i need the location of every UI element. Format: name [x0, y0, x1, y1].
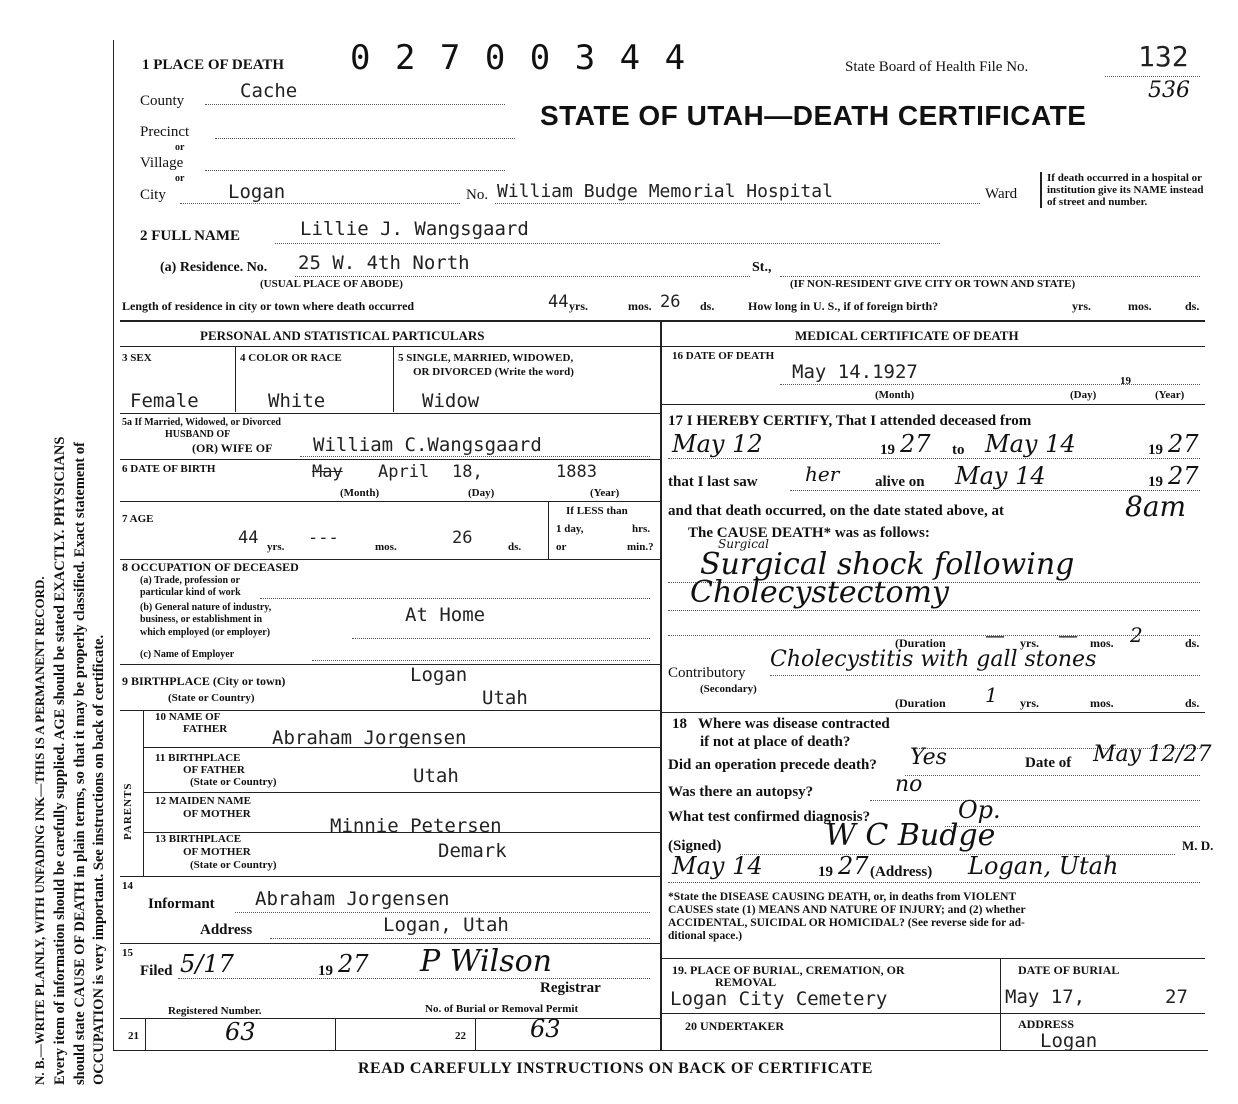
duration-mos: —	[1058, 623, 1078, 647]
autopsy-label: Was there an autopsy?	[668, 784, 814, 800]
last-saw-who: her	[805, 462, 840, 486]
duration2-mos-label: mos.	[1090, 696, 1114, 710]
contracted-label-1: 18 Where was disease contracted	[672, 716, 890, 732]
or-1: or	[175, 142, 185, 153]
item15: 15	[122, 947, 133, 959]
length-mos-label: mos.	[628, 299, 652, 313]
city-value: Logan	[228, 181, 286, 203]
parents-label: PARENTS	[122, 782, 134, 840]
dod-day-label: (Day)	[1070, 389, 1097, 401]
death-time: 8am	[1125, 490, 1187, 523]
contributory-label: Contributory	[668, 665, 746, 681]
footer-text: READ CAREFULLY INSTRUCTIONS ON BACK OF CERTIFICATE	[358, 1060, 873, 1077]
file-no-line	[1105, 76, 1200, 77]
burial-top-line	[660, 958, 1205, 959]
father-label-2: FATHER	[183, 723, 228, 735]
contributory-value: Cholecystitis with gall stones	[770, 647, 1097, 672]
burial-place-label-1: 19. PLACE OF BURIAL, CREMATION, OR	[672, 963, 905, 977]
parents-divider	[143, 710, 144, 876]
nonresident-label: (IF NON-RESIDENT GIVE CITY OR TOWN AND STATE)	[790, 278, 1076, 290]
dod-19: 19	[1120, 375, 1131, 387]
residence-value: 25 W. 4th North	[298, 252, 470, 274]
medical-heading: MEDICAL CERTIFICATE OF DEATH	[795, 328, 1019, 343]
marital-label-2: OR DIVORCED (Write the word)	[413, 366, 574, 378]
physician-address: Logan, Utah	[968, 852, 1119, 880]
permit-left	[475, 1018, 476, 1050]
registrar-signature: P Wilson	[420, 944, 552, 979]
dob-day: 18,	[452, 462, 483, 482]
md-label: M. D.	[1182, 838, 1214, 853]
regno-left	[145, 1018, 146, 1050]
village-line	[205, 170, 505, 171]
duration-label: (Duration	[895, 636, 946, 650]
place-of-death-label: 1 PLACE OF DEATH	[142, 57, 285, 73]
st-line	[780, 276, 1200, 277]
fbirth-line	[143, 792, 660, 793]
fbirth-label-1: 11 BIRTHPLACE	[155, 752, 241, 764]
alive-on-label: alive on	[875, 474, 925, 490]
informant-address-line	[270, 938, 650, 939]
spouse-label-2: HUSBAND OF	[165, 429, 231, 440]
footnote-1: *State the DISEASE CAUSING DEATH, or, in deaths from VIOLENT	[668, 891, 1017, 903]
burial-year-value: 27	[1165, 986, 1188, 1008]
dod-value: May 14.1927	[792, 361, 918, 383]
footnote-4: ditional space.)	[668, 930, 743, 942]
item22: 22	[455, 1030, 466, 1042]
full-name-value: Lillie J. Wangsgaard	[300, 218, 529, 240]
hospital-note: If death occurred in a hospital or institution give its NAME instead of street and number.	[1040, 172, 1209, 208]
one-day-label: 1 day,	[556, 523, 584, 535]
filed-year: 27	[338, 950, 369, 978]
length-yrs: 44	[548, 292, 569, 312]
city-label: City	[140, 187, 166, 203]
color-label: 4 COLOR OR RACE	[240, 352, 342, 364]
mother-label-1: 12 MAIDEN NAME	[155, 795, 251, 807]
hospital-value: William Budge Memorial Hospital	[497, 181, 833, 202]
center-divider	[660, 320, 662, 1050]
color-divider	[393, 346, 394, 412]
footnote-2: CAUSES state (1) MEANS AND NATURE OF INJURY; and (2) whether	[668, 904, 1026, 916]
precinct-label: Precinct	[140, 124, 190, 140]
alive-year: 27	[1168, 462, 1199, 490]
physician-signature: W C Budge	[825, 818, 996, 853]
occ-c-line	[312, 660, 650, 661]
occ-c: (c) Name of Employer	[140, 649, 235, 660]
duration-ds: 2	[1130, 623, 1143, 647]
occ-a-line	[260, 598, 650, 599]
cause-line-2: Cholecystectomy	[690, 575, 949, 610]
occ-b3: which employed (or employer)	[140, 627, 271, 638]
contributory-bottom-line	[660, 712, 1205, 713]
op-date-value: May 12/27	[1093, 742, 1212, 767]
dod-year-label: (Year)	[1155, 389, 1185, 401]
occ-a2: particular kind of work	[140, 587, 241, 598]
to-year: 27	[1168, 430, 1199, 458]
dod-label: 16 DATE OF DEATH	[672, 350, 775, 362]
dod-bottom-line	[660, 404, 1205, 405]
personal-heading-line	[120, 346, 660, 347]
from-year: 27	[900, 430, 931, 458]
fbirth-label-2: OF FATHER	[183, 764, 245, 776]
mbirth-label-2: OF MOTHER	[183, 846, 251, 858]
death-occurred-text: and that death occurred, on the date stated above, at	[668, 503, 1004, 519]
filed-year-prefix: 19	[318, 963, 333, 979]
file-no-label: State Board of Health File No.	[845, 59, 1029, 75]
father-value: Abraham Jorgensen	[272, 727, 467, 749]
mbirth-label-3: (State or Country)	[190, 859, 277, 871]
last-saw-label: that I last saw	[668, 474, 758, 490]
reg-no-value: 63	[225, 1018, 256, 1046]
row3-line	[120, 413, 660, 414]
occ-a1: (a) Trade, profession or	[140, 575, 240, 586]
attended-line	[668, 458, 1200, 459]
undertaker-top-line	[660, 1013, 1205, 1014]
operation-value: Yes	[910, 745, 947, 770]
residence-line	[295, 276, 750, 277]
secondary-label: (Secondary)	[700, 683, 757, 695]
fbirth-label-3: (State or Country)	[190, 776, 277, 788]
to-19: 19	[1148, 442, 1163, 458]
foreign-ds-label: ds.	[1185, 299, 1200, 313]
foreign-mos-label: mos.	[1128, 299, 1152, 313]
row8-line	[120, 664, 660, 665]
father-label-1: 10 NAME OF	[155, 711, 221, 723]
age-label: 7 AGE	[122, 513, 154, 525]
dob-label: 6 DATE OF BIRTH	[122, 463, 216, 475]
age-divider	[548, 501, 549, 559]
dod-month-label: (Month)	[875, 389, 915, 401]
length-yrs-label: yrs.	[569, 299, 588, 313]
row5a-line	[120, 459, 660, 460]
informant-address-label: Address	[200, 922, 253, 938]
section-top-line	[120, 320, 1205, 322]
side-note-3: should state CAUSE OF DEATH in plain terms, so that it may be properly classified. Exact statement of	[72, 442, 88, 1085]
burial-place-label-2: REMOVAL	[715, 975, 777, 989]
operation-label: Did an operation precede death?	[668, 757, 877, 773]
mbirth-label-1: 13 BIRTHPLACE	[155, 833, 242, 845]
from-19: 19	[880, 442, 895, 458]
dod-line	[780, 384, 1200, 385]
burial-permit-value: 63	[530, 1015, 561, 1043]
side-note-4: OCCUPATION is very important. See instructions on back of certificate.	[91, 634, 107, 1085]
sign-19: 19	[818, 864, 833, 880]
residence-label: (a) Residence. No.	[160, 260, 268, 275]
to-date: May 14	[985, 430, 1076, 458]
usual-abode-label: (USUAL PLACE OF ABODE)	[260, 278, 403, 290]
to-label: to	[952, 442, 965, 458]
cause-label: The CAUSE DEATH* was as follows:	[688, 525, 930, 541]
hospital-line	[495, 203, 980, 204]
spouse-label-3: (OR) WIFE OF	[192, 441, 273, 455]
regno-right	[335, 1018, 336, 1050]
informant-value: Abraham Jorgensen	[255, 888, 450, 910]
filed-line	[178, 978, 650, 979]
dob-struck: May	[312, 462, 343, 482]
registrar-label: Registrar	[540, 980, 601, 996]
autopsy-value: no	[895, 772, 923, 797]
age-yrs-label: yrs.	[267, 541, 285, 553]
min-label: min.?	[627, 541, 654, 553]
undertaker-label: 20 UNDERTAKER	[685, 1019, 785, 1033]
duration-yrs-label: yrs.	[1020, 636, 1039, 650]
occ-b2: business, or establishment in	[140, 614, 263, 625]
cause-dotline-2	[668, 610, 1200, 611]
item21: 21	[128, 1030, 139, 1042]
certify-text: 17 I HEREBY CERTIFY, That I attended deceased from	[668, 413, 1032, 429]
frame-left	[113, 40, 114, 1050]
sex-label: 3 SEX	[122, 352, 152, 364]
filed-date: 5/17	[180, 950, 234, 978]
ward-label: Ward	[985, 186, 1018, 202]
dob-month: April	[378, 462, 430, 482]
sex-value: Female	[130, 390, 199, 412]
row14-line	[120, 943, 660, 944]
duration-yrs: —	[985, 623, 1005, 647]
burial-divider	[1000, 958, 1001, 1050]
sign-date: May 14	[672, 852, 763, 880]
fbirth-value: Utah	[413, 765, 459, 787]
reg-no-label: Registered Number.	[168, 1005, 262, 1017]
duration2-yrs-label: yrs.	[1020, 696, 1039, 710]
undertaker-address-label: ADDRESS	[1018, 1017, 1075, 1031]
dob-month-label: (Month)	[340, 487, 380, 499]
contributory-line	[770, 675, 1200, 676]
st-label: St.,	[752, 260, 772, 275]
alive-date: May 14	[955, 462, 1046, 490]
mbirth-value: Demark	[438, 840, 507, 862]
village-label: Village	[140, 155, 184, 171]
birthplace-label: 9 BIRTHPLACE (City or town)	[122, 674, 286, 688]
signed-label: (Signed)	[668, 838, 722, 854]
address-line	[668, 882, 1200, 883]
length-residence-label: Length of residence in city or town where death occurred	[122, 299, 415, 313]
from-date: May 12	[672, 430, 763, 458]
sex-divider	[235, 346, 236, 412]
spouse-line	[300, 456, 650, 457]
no-label: No.	[466, 187, 489, 203]
footnote-3: ACCIDENTAL, SUICIDAL OR HOMICIDAL? (See reverse side for ad-	[668, 917, 1025, 929]
less-than-label: If LESS than	[566, 505, 628, 517]
informant-line	[235, 912, 650, 913]
burial-date-value: May 17,	[1005, 986, 1086, 1008]
birthplace-city: Logan	[410, 664, 468, 686]
file-no-extra: 536	[1148, 78, 1190, 103]
marital-value: Widow	[422, 390, 480, 412]
full-name-label: 2 FULL NAME	[140, 228, 241, 244]
page-title: STATE OF UTAH—DEATH CERTIFICATE	[540, 100, 1087, 131]
burial-permit-label: No. of Burial or Removal Permit	[425, 1003, 579, 1015]
filed-label: Filed	[140, 963, 173, 979]
test-label: What test confirmed diagnosis?	[668, 809, 871, 825]
undertaker-address-value: Logan	[1040, 1030, 1098, 1052]
duration2-ds-label: ds.	[1185, 696, 1200, 710]
autopsy-line	[870, 800, 1200, 801]
color-value: White	[268, 390, 326, 412]
marital-label-1: 5 SINGLE, MARRIED, WIDOWED,	[398, 352, 574, 364]
or-2: or	[175, 173, 185, 184]
alive-19: 19	[1148, 474, 1163, 490]
medical-heading-line	[660, 346, 1205, 347]
operation-line	[905, 775, 1200, 776]
sign-year: 27	[838, 852, 869, 880]
full-name-line	[275, 243, 940, 244]
duration2-yrs: 1	[985, 683, 998, 707]
file-no: 132	[1138, 40, 1189, 73]
address-label: (Address)	[870, 864, 933, 880]
test-value: Op.	[958, 796, 1001, 824]
foreign-yrs-label: yrs.	[1072, 299, 1091, 313]
cause-note: Surgical	[718, 537, 769, 551]
personal-heading: PERSONAL AND STATISTICAL PARTICULARS	[200, 328, 485, 343]
city-line	[180, 203, 460, 204]
occupation-value: At Home	[405, 604, 486, 626]
side-note-2: Every item of information should be carefully supplied. AGE should be stated EXACTLY. PHYSICIANS	[52, 436, 68, 1085]
informant-label: Informant	[148, 896, 215, 912]
precinct-line	[215, 138, 515, 139]
row6-line	[120, 501, 660, 502]
burial-date-label: DATE OF BURIAL	[1018, 963, 1120, 977]
dob-year-label: (Year)	[590, 487, 620, 499]
row13-line	[120, 876, 660, 877]
age-mos: ---	[308, 528, 339, 548]
spouse-label-1: 5a If Married, Widowed, or Divorced	[122, 417, 281, 428]
cause-line-1: Surgical shock following	[700, 547, 1075, 582]
hrs-label: hrs.	[632, 523, 651, 535]
mother-value: Minnie Petersen	[330, 815, 502, 837]
age-yrs: 44	[238, 528, 259, 548]
occupation-label: 8 OCCUPATION OF DECEASED	[122, 560, 299, 574]
county-line	[205, 104, 505, 105]
duration2-label: (Duration	[895, 696, 946, 710]
father-line	[143, 747, 660, 748]
side-note-1: N. B.—WRITE PLAINLY, WITH UNFADING INK—THIS IS A PERMANENT RECORD.	[32, 576, 47, 1085]
burial-place-value: Logan City Cemetery	[670, 988, 888, 1010]
length-ds-label: ds.	[700, 299, 715, 313]
duration-ds-label: ds.	[1185, 636, 1200, 650]
mother-label-2: OF MOTHER	[183, 808, 251, 820]
age-ds: 26	[452, 528, 473, 548]
serial-number: 0 2 7 0 0 3 4 4	[350, 38, 688, 78]
duration-mos-label: mos.	[1090, 636, 1114, 650]
contracted-label-2: if not at place of death?	[700, 734, 851, 750]
county-value: Cache	[240, 80, 298, 102]
op-date-label: Date of	[1025, 755, 1072, 771]
age-mos-label: mos.	[375, 541, 397, 553]
birthplace-state: Utah	[482, 687, 528, 709]
row15-line	[120, 1018, 660, 1019]
occ-b1: (b) General nature of industry,	[140, 602, 272, 613]
occ-b-line	[352, 638, 650, 639]
informant-address-value: Logan, Utah	[383, 914, 509, 936]
or-label: or	[556, 541, 567, 553]
birthplace-sub-label: (State or Country)	[168, 692, 255, 704]
dob-year: 1883	[556, 462, 597, 482]
dob-day-label: (Day)	[468, 487, 495, 499]
length-ds: 26	[660, 292, 681, 312]
spouse-value: William C.Wangsgaard	[313, 434, 542, 456]
foreign-birth-label: How long in U. S., if of foreign birth?	[748, 299, 939, 313]
item14: 14	[122, 880, 133, 892]
age-ds-label: ds.	[508, 541, 522, 553]
county-label: County	[140, 93, 185, 109]
